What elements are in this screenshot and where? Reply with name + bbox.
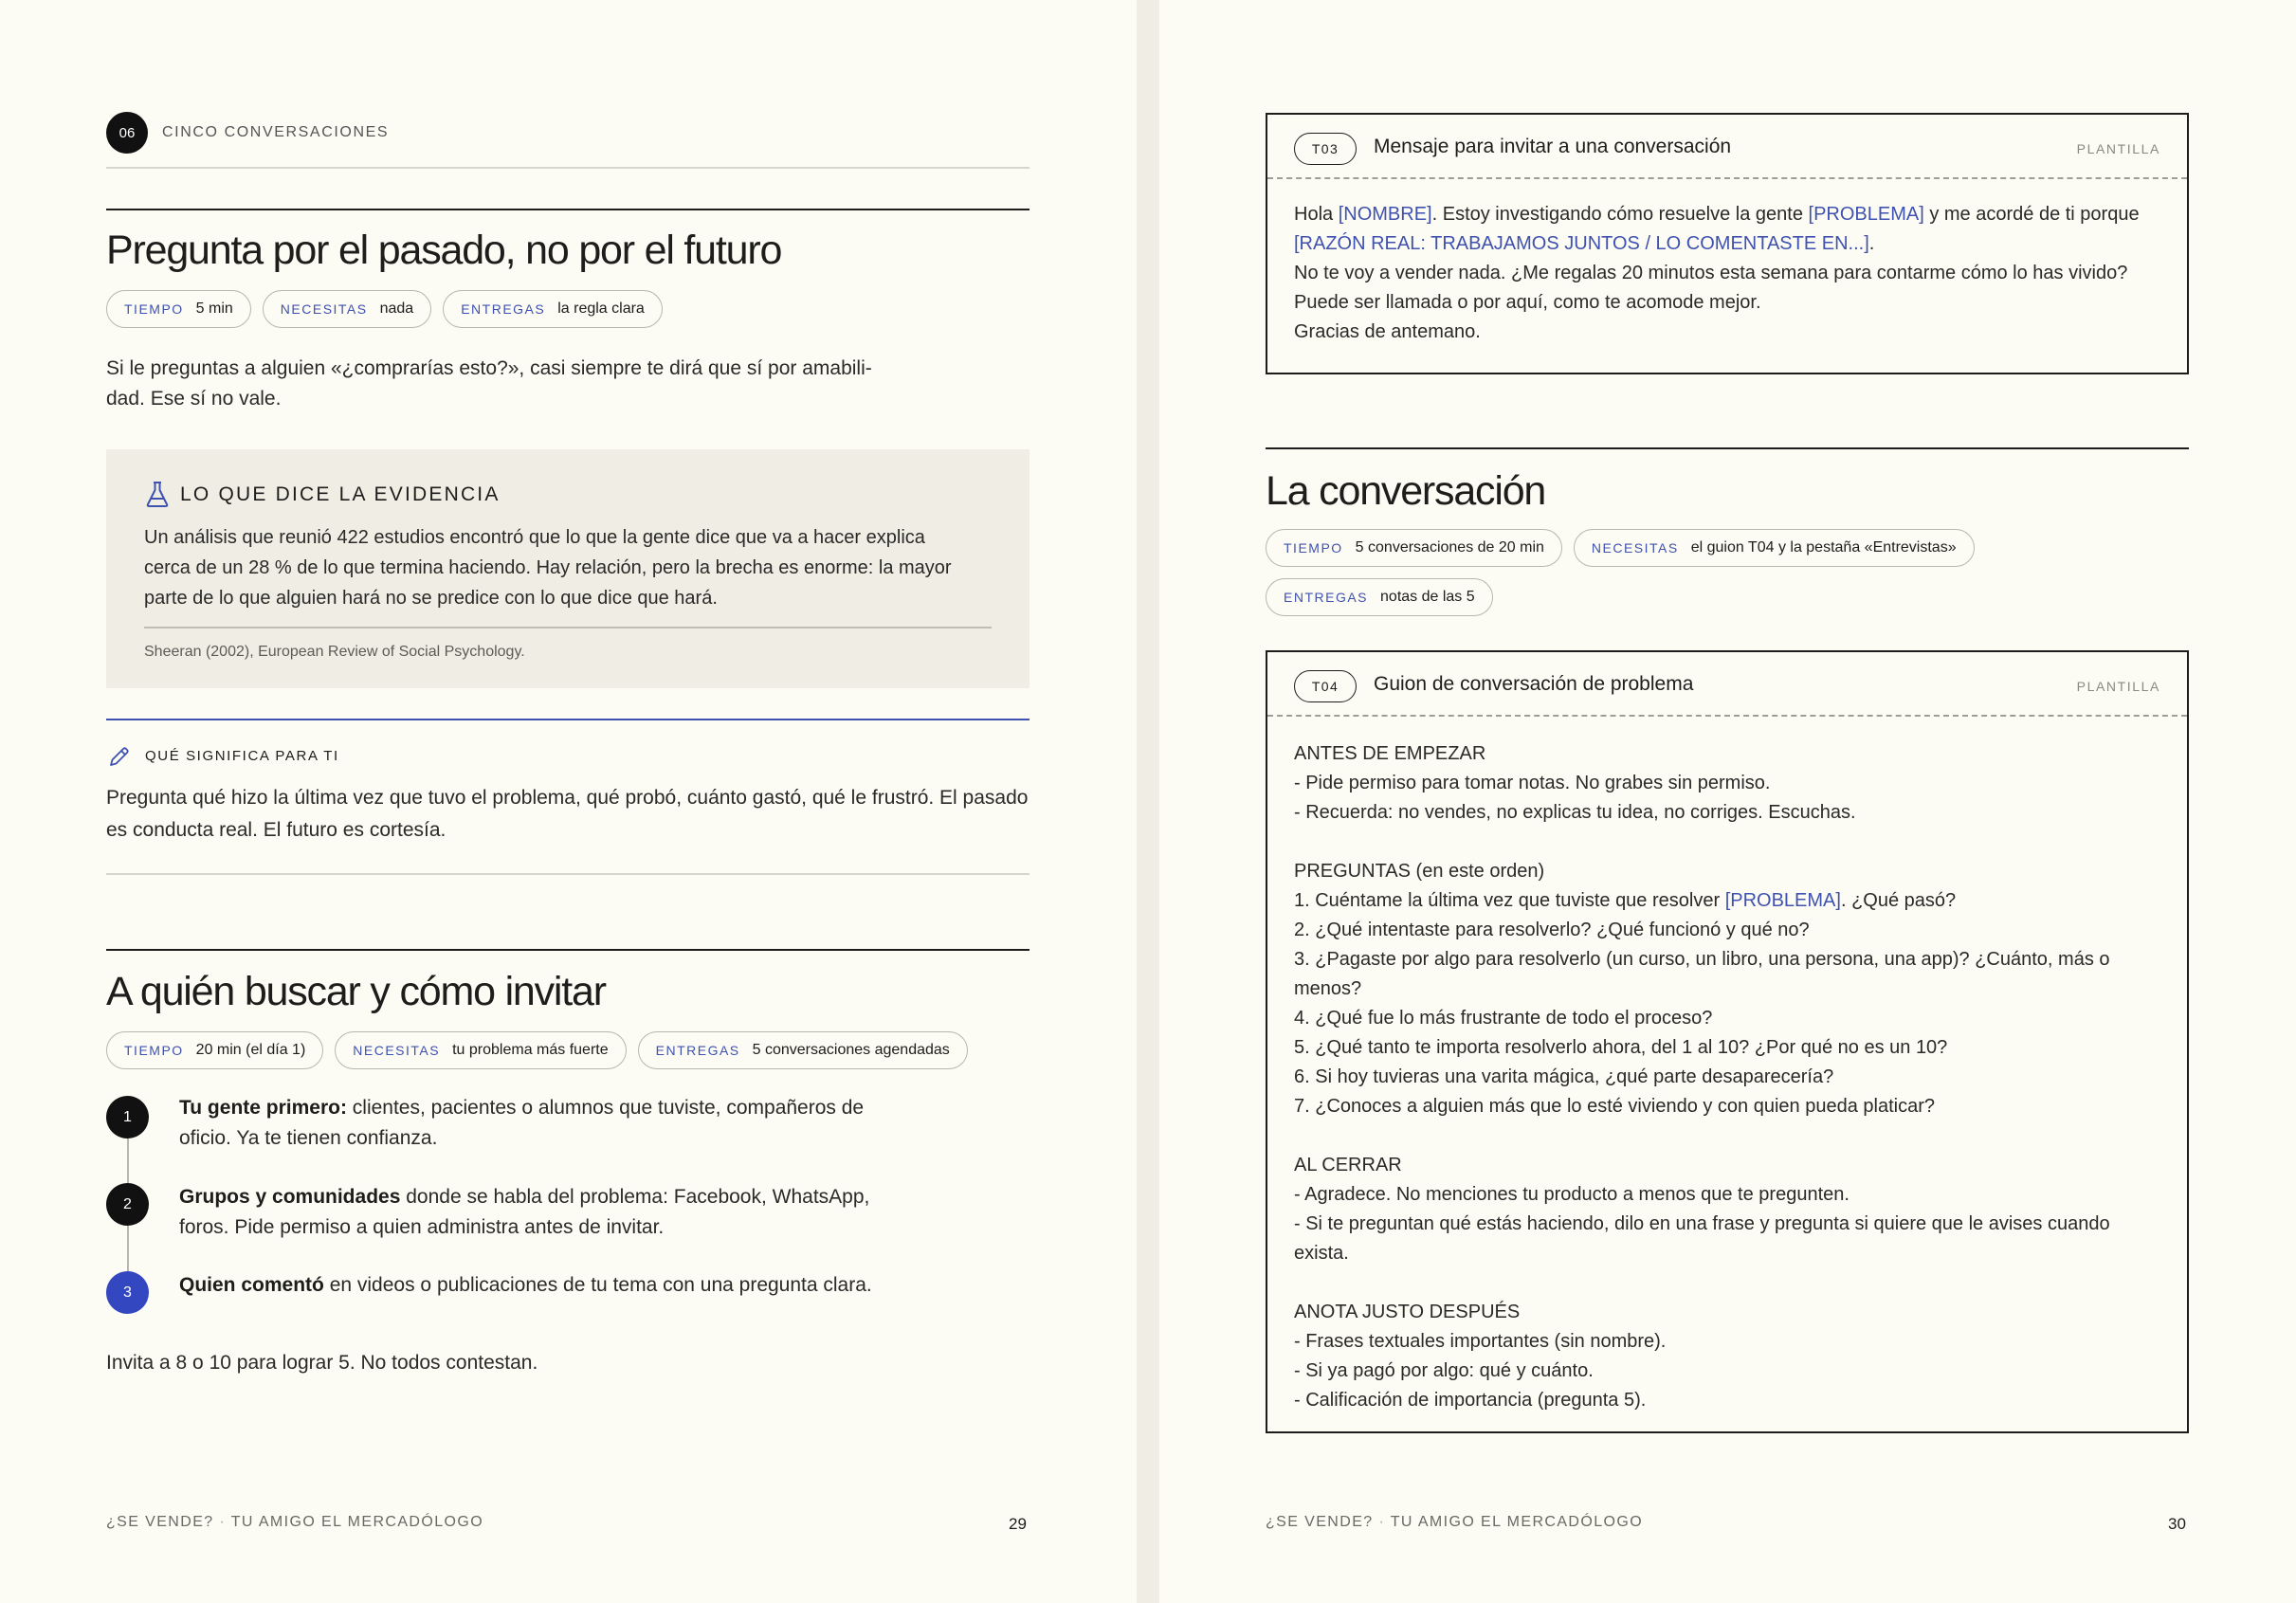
meaning-title: QUÉ SIGNIFICA PARA TI (145, 748, 339, 764)
step-number: 1 (106, 1096, 149, 1138)
section-divider (1266, 447, 2189, 449)
template-header (1267, 652, 2187, 717)
pencil-icon (108, 745, 131, 768)
step-connector (127, 1226, 129, 1271)
chip-needs: NECESITAS el guion T04 y la pestaña «Entrevistas» (1574, 529, 1975, 567)
flask-icon (144, 480, 171, 508)
footer-credit: ¿SE VENDE? · TU AMIGO EL MERCADÓLOGO (1266, 1514, 1644, 1530)
template-invite-message (1266, 113, 2189, 374)
template-title: Guion de conversación de problema (1374, 673, 1694, 695)
step-text: Tu gente primero: clientes, pacientes o alumnos que tuviste, compañeros de oficio. Ya te tienen confianza. (179, 1097, 865, 1149)
template-tag: PLANTILLA (2076, 679, 2160, 694)
section-intro: Si le preguntas a alguien «¿comprarías esto?», casi siempre te dirá que sí por amabili- dad. Ese sí no vale. (106, 357, 872, 410)
section-chips (106, 290, 663, 328)
meaning-text: Pregunta qué hizo la última vez que tuvo el problema, qué probó, cuánto gastó, qué le frustró. El pasado es conducta real. El futuro es cortesía. (106, 787, 1029, 841)
chip-time: TIEMPO 5 conversaciones de 20 min (1266, 529, 1562, 567)
evidence-text: Un análisis que reunió 422 estudios encontró que lo que la gente dice que va a hacer explica cerca de un 28 % de lo que termina haciendo. Hay relación, pero la brecha es enorme: la mayor parte de lo que alguien hará no se predice con lo que dice que hará. (144, 527, 952, 609)
section-chips (1266, 529, 1975, 567)
chip-needs: NECESITAS nada (263, 290, 431, 328)
chip-delivers: ENTREGAS la regla clara (443, 290, 663, 328)
template-tag: PLANTILLA (2076, 141, 2160, 156)
evidence-title: LO QUE DICE LA EVIDENCIA (180, 483, 501, 505)
meaning-end-divider (106, 873, 1030, 875)
evidence-source: Sheeran (2002), European Review of Social Psychology. (144, 644, 525, 660)
section-divider (106, 949, 1030, 951)
left-page (0, 0, 1137, 1603)
meaning-divider (106, 719, 1030, 720)
template-title: Mensaje para invitar a una conversación (1374, 136, 1732, 157)
template-header (1267, 115, 2187, 179)
footer-credit: ¿SE VENDE? · TU AMIGO EL MERCADÓLOGO (106, 1514, 484, 1530)
section-closing: Invita a 8 o 10 para lograr 5. No todos contestan. (106, 1352, 538, 1374)
section-title-conversation: La conversación (1266, 468, 1546, 514)
template-conversation-script (1266, 650, 2189, 1433)
template-body: Hola [NOMBRE]. Estoy investigando cómo resuelve la gente [PROBLEMA] y me acordé de ti porque [RAZÓN REAL: TRABAJAMOS JUNTOS / LO COMENTASTE EN...]. No te voy a vender nada. ¿Me regalas 20 minutos esta semana para contarme cómo lo has vivido? Puede ser llamada o por aquí, como te acomode mejor. Gracias de antemano. (1294, 204, 2140, 342)
section-title-who: A quién buscar y cómo invitar (106, 969, 606, 1014)
step-text: Grupos y comunidades donde se habla del problema: Facebook, WhatsApp, foros. Pide permiso a quien administra antes de invitar. (179, 1186, 870, 1238)
section-title-past: Pregunta por el pasado, no por el futuro (106, 228, 782, 273)
page-number: 29 (1009, 1515, 1027, 1533)
header-divider (106, 167, 1030, 169)
section-divider (106, 209, 1030, 210)
section-chips (106, 1031, 968, 1069)
chip-delivers: ENTREGAS notas de las 5 (1266, 578, 1493, 616)
chip-delivers: ENTREGAS 5 conversaciones agendadas (638, 1031, 968, 1069)
step-number: 2 (106, 1183, 149, 1226)
right-page (1159, 0, 2296, 1603)
chip-time: TIEMPO 5 min (106, 290, 251, 328)
evidence-box (106, 449, 1030, 688)
template-code: T04 (1294, 670, 1357, 702)
chip-time: TIEMPO 20 min (el día 1) (106, 1031, 323, 1069)
chip-needs: NECESITAS tu problema más fuerte (335, 1031, 626, 1069)
chapter-title: CINCO CONVERSACIONES (162, 124, 390, 140)
section-chips (1266, 578, 1493, 616)
step-text: Quien comentó en videos o publicaciones de tu tema con una pregunta clara. (179, 1274, 872, 1296)
chapter-number: 06 (106, 112, 148, 154)
step-number: 3 (106, 1271, 149, 1314)
template-body: ANTES DE EMPEZAR - Pide permiso para tomar notas. No grabes sin permiso. - Recuerda: no vendes, no explicas tu idea, no corriges. Escuchas. PREGUNTAS (en este orden) 1. Cuéntame la última vez que tuviste que resolver [PROBLEMA]. ¿Qué pasó? 2. ¿Qué intentaste para resolverlo? ¿Qué funcionó y qué no? 3. ¿Pagaste por algo para resolverlo (un curso, un libro, una persona, una app)? ¿Cuánto, más o menos? 4. ¿Qué fue lo más frustrante de todo el proceso? 5. ¿Qué tanto te importa resolverlo ahora, del 1 al 10? ¿Por qué no es un 10? 6. Si hoy tuvieras una varita mágica, ¿qué parte desaparecería? 7. ¿Conoces a alguien más que lo esté viviendo y con quien pueda platicar? AL CERRAR - Agradece. No menciones tu producto a menos que te pregunten. - Si te preguntan qué estás haciendo, dilo en una frase y pregunta si quiere que le avises cuando exista. ANOTA JUSTO DESPUÉS - Frases textuales importantes (sin nombre). - Si ya pagó por algo: qué y cuánto. - Calificación de importancia (pregunta 5). (1294, 743, 2110, 1411)
template-code: T03 (1294, 133, 1357, 165)
evidence-divider (144, 627, 992, 628)
page-number: 30 (2168, 1515, 2186, 1533)
